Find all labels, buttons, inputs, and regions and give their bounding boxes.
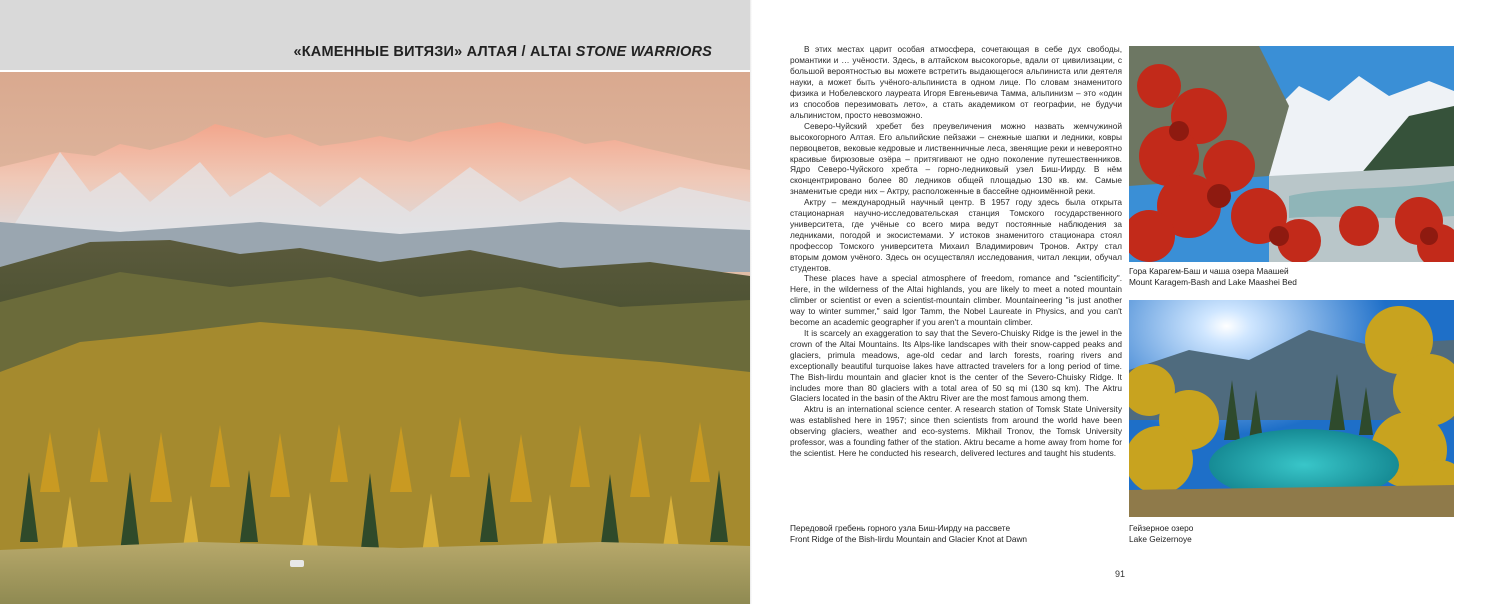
caption-top-photo xyxy=(1129,266,1297,288)
landscape-illustration xyxy=(0,72,750,604)
header-band xyxy=(0,0,750,70)
caption-bottom-photo xyxy=(1129,523,1193,545)
ru-paragraph: В этих местах царит особая атмосфера, сочетающая в себе дух свободы, романтики и … учёности. Здесь, в алтайском высокогорье, вдали от цивилизации, с большой вероятностью вы можете встретить выдающегося альпиниста или деятеля науки, а может быть учёного-альпиниста в одном лице. По словам знаменитого физика и Нобелевского лауреата Игоря Евгеньевича Тамма, альпинизм – это «один из способов перезимовать лето», а стать академиком от географии, не будучи альпинистом, просто невозможно. xyxy=(790,44,1122,120)
right-page xyxy=(752,0,1500,604)
ru-paragraph: Северо-Чуйский хребет без преувеличения можно назвать жемчужиной высокогорного Алтая. Его альпийские пейзажи – снежные шапки и ледники, ковры первоцветов, вековые кедровые и лиственничные леса, звенящие реки и невероятно красивые бирюзовые озёра – притягивают не одно поколение путешественников. Ядро Северо-Чуйского хребта – горно-ледниковый узел Биш-Иирду. В нём сконцентрировано более 80 ледников общей площадью 130 кв. км. Самые знаменитые среди них – Актру, расположенные в бассейне одноимённой реки. xyxy=(790,120,1122,197)
en-paragraph: Aktru is an international science center. A research station of Tomsk State University was established here in 1957; since then scientists from around the world have been observing glaciers, weather and eco-systems. Mikhail Tronov, the Tomsk University professor, was a founding father of the station. Aktru became a home away from home for the scientist. Here he conducted his research, delivered lectures and taught his students. xyxy=(790,404,1122,459)
russian-text-block xyxy=(790,44,1122,274)
caption-top-ru: Гора Карагем-Баш и чаша озера Маашей xyxy=(1129,266,1289,276)
photo-mount-karagem-bash xyxy=(1129,46,1454,262)
title-ru: «КАМЕННЫЕ ВИТЯЗИ» АЛТАЯ / xyxy=(293,44,530,60)
geyser-lake-illustration xyxy=(1129,300,1454,517)
caption-top-en: Mount Karagem-Bash and Lake Maashei Bed xyxy=(1129,277,1297,287)
ru-paragraph: Актру – международный научный центр. В 1957 году здесь была открыта стационарная научно-исследовательская станция Томского государственного университета, где учёные со всего мира ведут постоянные наблюдения за ледниками, погодой и экосистемами. У истоков знаменитого стационара стоял профессор Томского университета Михаил Владимирович Тронов. Актру стал вторым домом учёного. Здесь он осуществлял исследования, читал лекции, обучал студентов. xyxy=(790,197,1122,274)
caption-main-photo xyxy=(790,523,1027,545)
en-paragraph: These places have a special atmosphere of freedom, romance and "scientificity". Here, in the wilderness of the Altai highlands, you are likely to meet a noted mountain climber or scientist or even a scientist-mountain climber. Mountaineering "is just another way to winter summer," said Igor Tamm, the Nobel Laureate in Physics, and you can't become an academic geographer if you aren't a mountain climber. xyxy=(790,273,1122,327)
main-photo-mountain-ridge xyxy=(0,72,750,604)
page-title xyxy=(293,44,712,60)
en-paragraph: It is scarcely an exaggeration to say that the Severo-Chuisky Ridge is the jewel in the crown of the Altai Mountains. Its Alps-like landscapes with their snow-capped peaks and glaciers, primula meadows, age-old cedar and larch forests, roaring rivers and exceptionally beautiful turquoise lakes have attracted travelers for a long period of time. The Bish-Iirdu mountain and glacier knot is the center of the Severo-Chuisky Ridge. It includes more than 80 glaciers with a total area of 50 sq mi (130 sq km). The Aktru Glaciers located in the basin of the Aktru River are the most famous among them. xyxy=(790,327,1122,404)
title-en-italic: STONE WARRIORS xyxy=(575,44,712,60)
english-text-block xyxy=(790,273,1122,459)
caption-bottom-en: Lake Geizernoye xyxy=(1129,534,1192,544)
caption-main-en: Front Ridge of the Bish-Iirdu Mountain and Glacier Knot at Dawn xyxy=(790,534,1028,544)
photo-lake-geizernoye xyxy=(1129,300,1454,517)
page-number: 91 xyxy=(1115,569,1126,579)
caption-bottom-ru: Гейзерное озеро xyxy=(1129,523,1194,533)
mountain-lake-illustration xyxy=(1129,46,1454,262)
caption-main-ru: Передовой гребень горного узла Биш-Иирду на рассвете xyxy=(790,523,1011,533)
title-en: ALTAI xyxy=(529,44,576,60)
